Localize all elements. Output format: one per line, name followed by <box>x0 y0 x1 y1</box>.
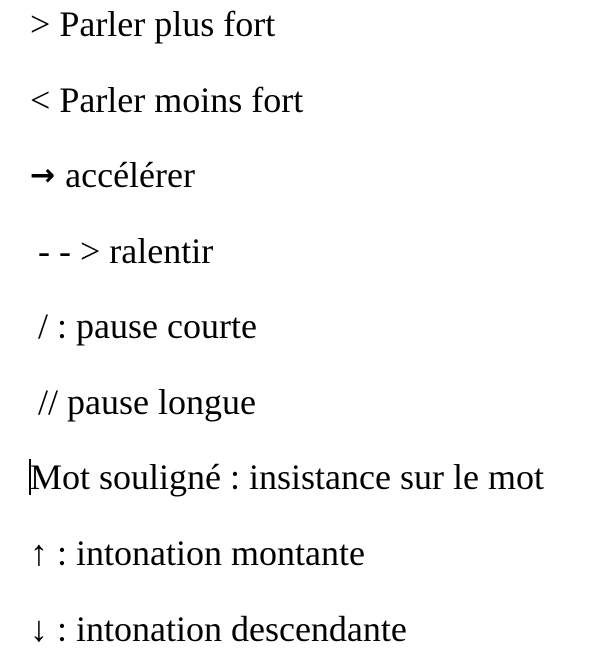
louder-symbol: > <box>30 4 51 44</box>
slow-down-text: ralentir <box>100 231 214 271</box>
long-pause-symbol: // <box>38 382 59 422</box>
legend-line-accelerate <box>30 153 195 198</box>
softer-symbol: < <box>30 80 51 120</box>
softer-text: Parler moins fort <box>50 80 304 120</box>
rising-text: : intonation montante <box>48 533 365 573</box>
legend-line-louder <box>30 2 275 46</box>
long-pause-text: pause longue <box>58 382 256 422</box>
emphasis-text: Mot souligné : insistance sur le mot <box>30 457 544 497</box>
short-pause-symbol: / <box>38 306 49 346</box>
legend-line-long-pause <box>38 380 256 424</box>
legend-line-softer <box>30 78 303 122</box>
legend-line-rising <box>30 531 365 575</box>
right-arrow-icon: → <box>30 158 56 193</box>
up-arrow-icon: ↑ <box>30 533 48 573</box>
legend-line-emphasis <box>30 455 544 499</box>
legend-line-slow-down <box>38 229 213 273</box>
legend-line-falling <box>30 607 407 651</box>
falling-text: : intonation descendante <box>48 609 407 649</box>
slow-down-symbol: - - > <box>38 231 101 271</box>
down-arrow-icon: ↓ <box>30 609 48 649</box>
accelerate-text: accélérer <box>65 155 195 195</box>
short-pause-text: : pause courte <box>48 306 257 346</box>
legend-line-short-pause <box>38 304 257 348</box>
louder-text: Parler plus fort <box>50 4 276 44</box>
